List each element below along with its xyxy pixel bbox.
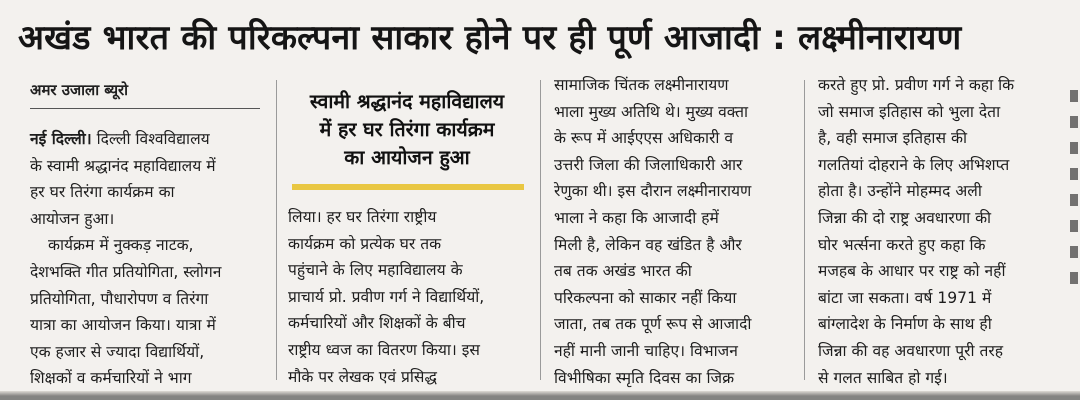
column1-line: प्रतियोगिता, पौधारोपण व तिरंगा xyxy=(30,289,209,308)
sub-headline-line: में हर घर तिरंगा कार्यक्रम xyxy=(319,118,495,141)
column-divider xyxy=(276,80,277,380)
column3-line: भाला मुख्य अतिथि थे। मुख्य वक्ता xyxy=(554,102,749,121)
column2-line: प्राचार्य प्रो. प्रवीण गर्ग ने विद्यार्थियों, xyxy=(288,287,485,306)
column2-line: मौके पर लेखक एवं प्रसिद्ध xyxy=(288,367,437,386)
column3-line: रेणुका थी। इस दौरान लक्ष्मीनारायण xyxy=(554,182,752,201)
adjacent-column-edge xyxy=(1068,80,1080,380)
column3-line: मिली है, लेकिन वह खंडित है और xyxy=(554,235,742,254)
column3-line: उत्तरी जिला की जिलाधिकारी आर xyxy=(554,155,743,174)
article-column-2 xyxy=(288,204,526,390)
column4-line: जिन्ना की दो राष्ट्र अवधारणा की xyxy=(818,208,992,227)
column2-line: कार्यक्रम को प्रत्येक घर तक xyxy=(288,234,442,253)
column1-para2 xyxy=(30,232,262,392)
column1-line: एक हजार से ज्यादा विद्यार्थियों, xyxy=(30,342,205,361)
column1-line: दिल्ली विश्वविद्यालय xyxy=(91,130,210,148)
sub-headline-line: स्वामी श्रद्धानंद महाविद्यालय xyxy=(309,90,505,113)
column1-line: हर घर तिरंगा कार्यक्रम का xyxy=(30,183,175,202)
article-column-1 xyxy=(30,126,262,392)
sub-headline-underline xyxy=(292,184,524,190)
dateline: नई दिल्ली। xyxy=(30,130,92,148)
column1-line: यात्रा का आयोजन किया। यात्रा में xyxy=(30,316,216,335)
column3-line: जाता, तब तक पूर्ण रूप से आजादी xyxy=(554,315,752,334)
byline-divider xyxy=(30,108,260,109)
article-column-3 xyxy=(554,72,792,391)
article-column-4 xyxy=(818,72,1058,391)
next-article-edge xyxy=(0,388,1080,400)
column3-line: परिकल्पना को साकार नहीं किया xyxy=(554,288,737,307)
column4-line: करते हुए प्रो. प्रवीण गर्ग ने कहा कि xyxy=(818,76,1015,94)
column3-line: विभीषिका स्मृति दिवस का जिक्र xyxy=(554,368,735,387)
column-divider xyxy=(804,80,805,380)
column1-line: आयोजन हुआ। xyxy=(30,209,115,228)
column2-line: कर्मचारियों और शिक्षकों के बीच xyxy=(288,314,466,333)
column3-line: नहीं मानी जानी चाहिए। विभाजन xyxy=(554,341,738,360)
column2-line: पहुंचाने के लिए महाविद्यालय के xyxy=(288,261,463,280)
column1-para1 xyxy=(30,126,262,232)
column1-line: के स्वामी श्रद्धानंद महाविद्यालय में xyxy=(30,156,216,175)
column4-line: होता है। उन्होंने मोहम्मद अली xyxy=(818,182,982,201)
column1-line: कार्यक्रम में नुक्कड़ नाटक, xyxy=(48,236,194,255)
article-headline: अखंड भारत की परिकल्पना साकार होने पर ही पूर्ण आजादी : लक्ष्मीनारायण xyxy=(18,18,962,58)
column4-line: बांग्लादेश के निर्माण के साथ ही xyxy=(818,315,992,334)
column4-line: है, वही समाज इतिहास की xyxy=(818,129,967,148)
column-divider xyxy=(540,80,541,380)
column4-line: घोर भर्त्सना करते हुए कहा कि xyxy=(818,235,986,254)
column2-line: लिया। हर घर तिरंगा राष्ट्रीय xyxy=(288,208,437,226)
column4-line: से गलत साबित हो गई। xyxy=(818,368,948,387)
sub-headline-line: का आयोजन हुआ xyxy=(344,146,470,169)
column3-line: भाला ने कहा कि आजादी हमें xyxy=(554,208,719,227)
column4-line: बांटा जा सकता। वर्ष 1971 में xyxy=(818,288,992,307)
column4-line: गलतियां दोहराने के लिए अभिशप्त xyxy=(818,155,1010,174)
column2-line: राष्ट्रीय ध्वज का वितरण किया। इस xyxy=(288,340,480,359)
column4-line: जिन्ना की वह अवधारणा पूरी तरह xyxy=(818,341,1004,360)
column3-line: के रूप में आईएएस अधिकारी व xyxy=(554,129,734,148)
sub-headline xyxy=(288,88,526,172)
column1-line: शिक्षकों व कर्मचारियों ने भाग xyxy=(30,369,192,388)
byline: अमर उजाला ब्यूरो xyxy=(30,81,129,99)
column4-line: मजहब के आधार पर राष्ट्र को नहीं xyxy=(818,262,1006,281)
column4-line: जो समाज इतिहास को भुला देता xyxy=(818,102,1001,121)
column3-line: सामाजिक चिंतक लक्ष्मीनारायण xyxy=(554,76,729,94)
column1-line: देशभक्ति गीत प्रतियोगिता, स्लोगन xyxy=(30,262,222,281)
column3-line: तब तक अखंड भारत की xyxy=(554,262,692,281)
